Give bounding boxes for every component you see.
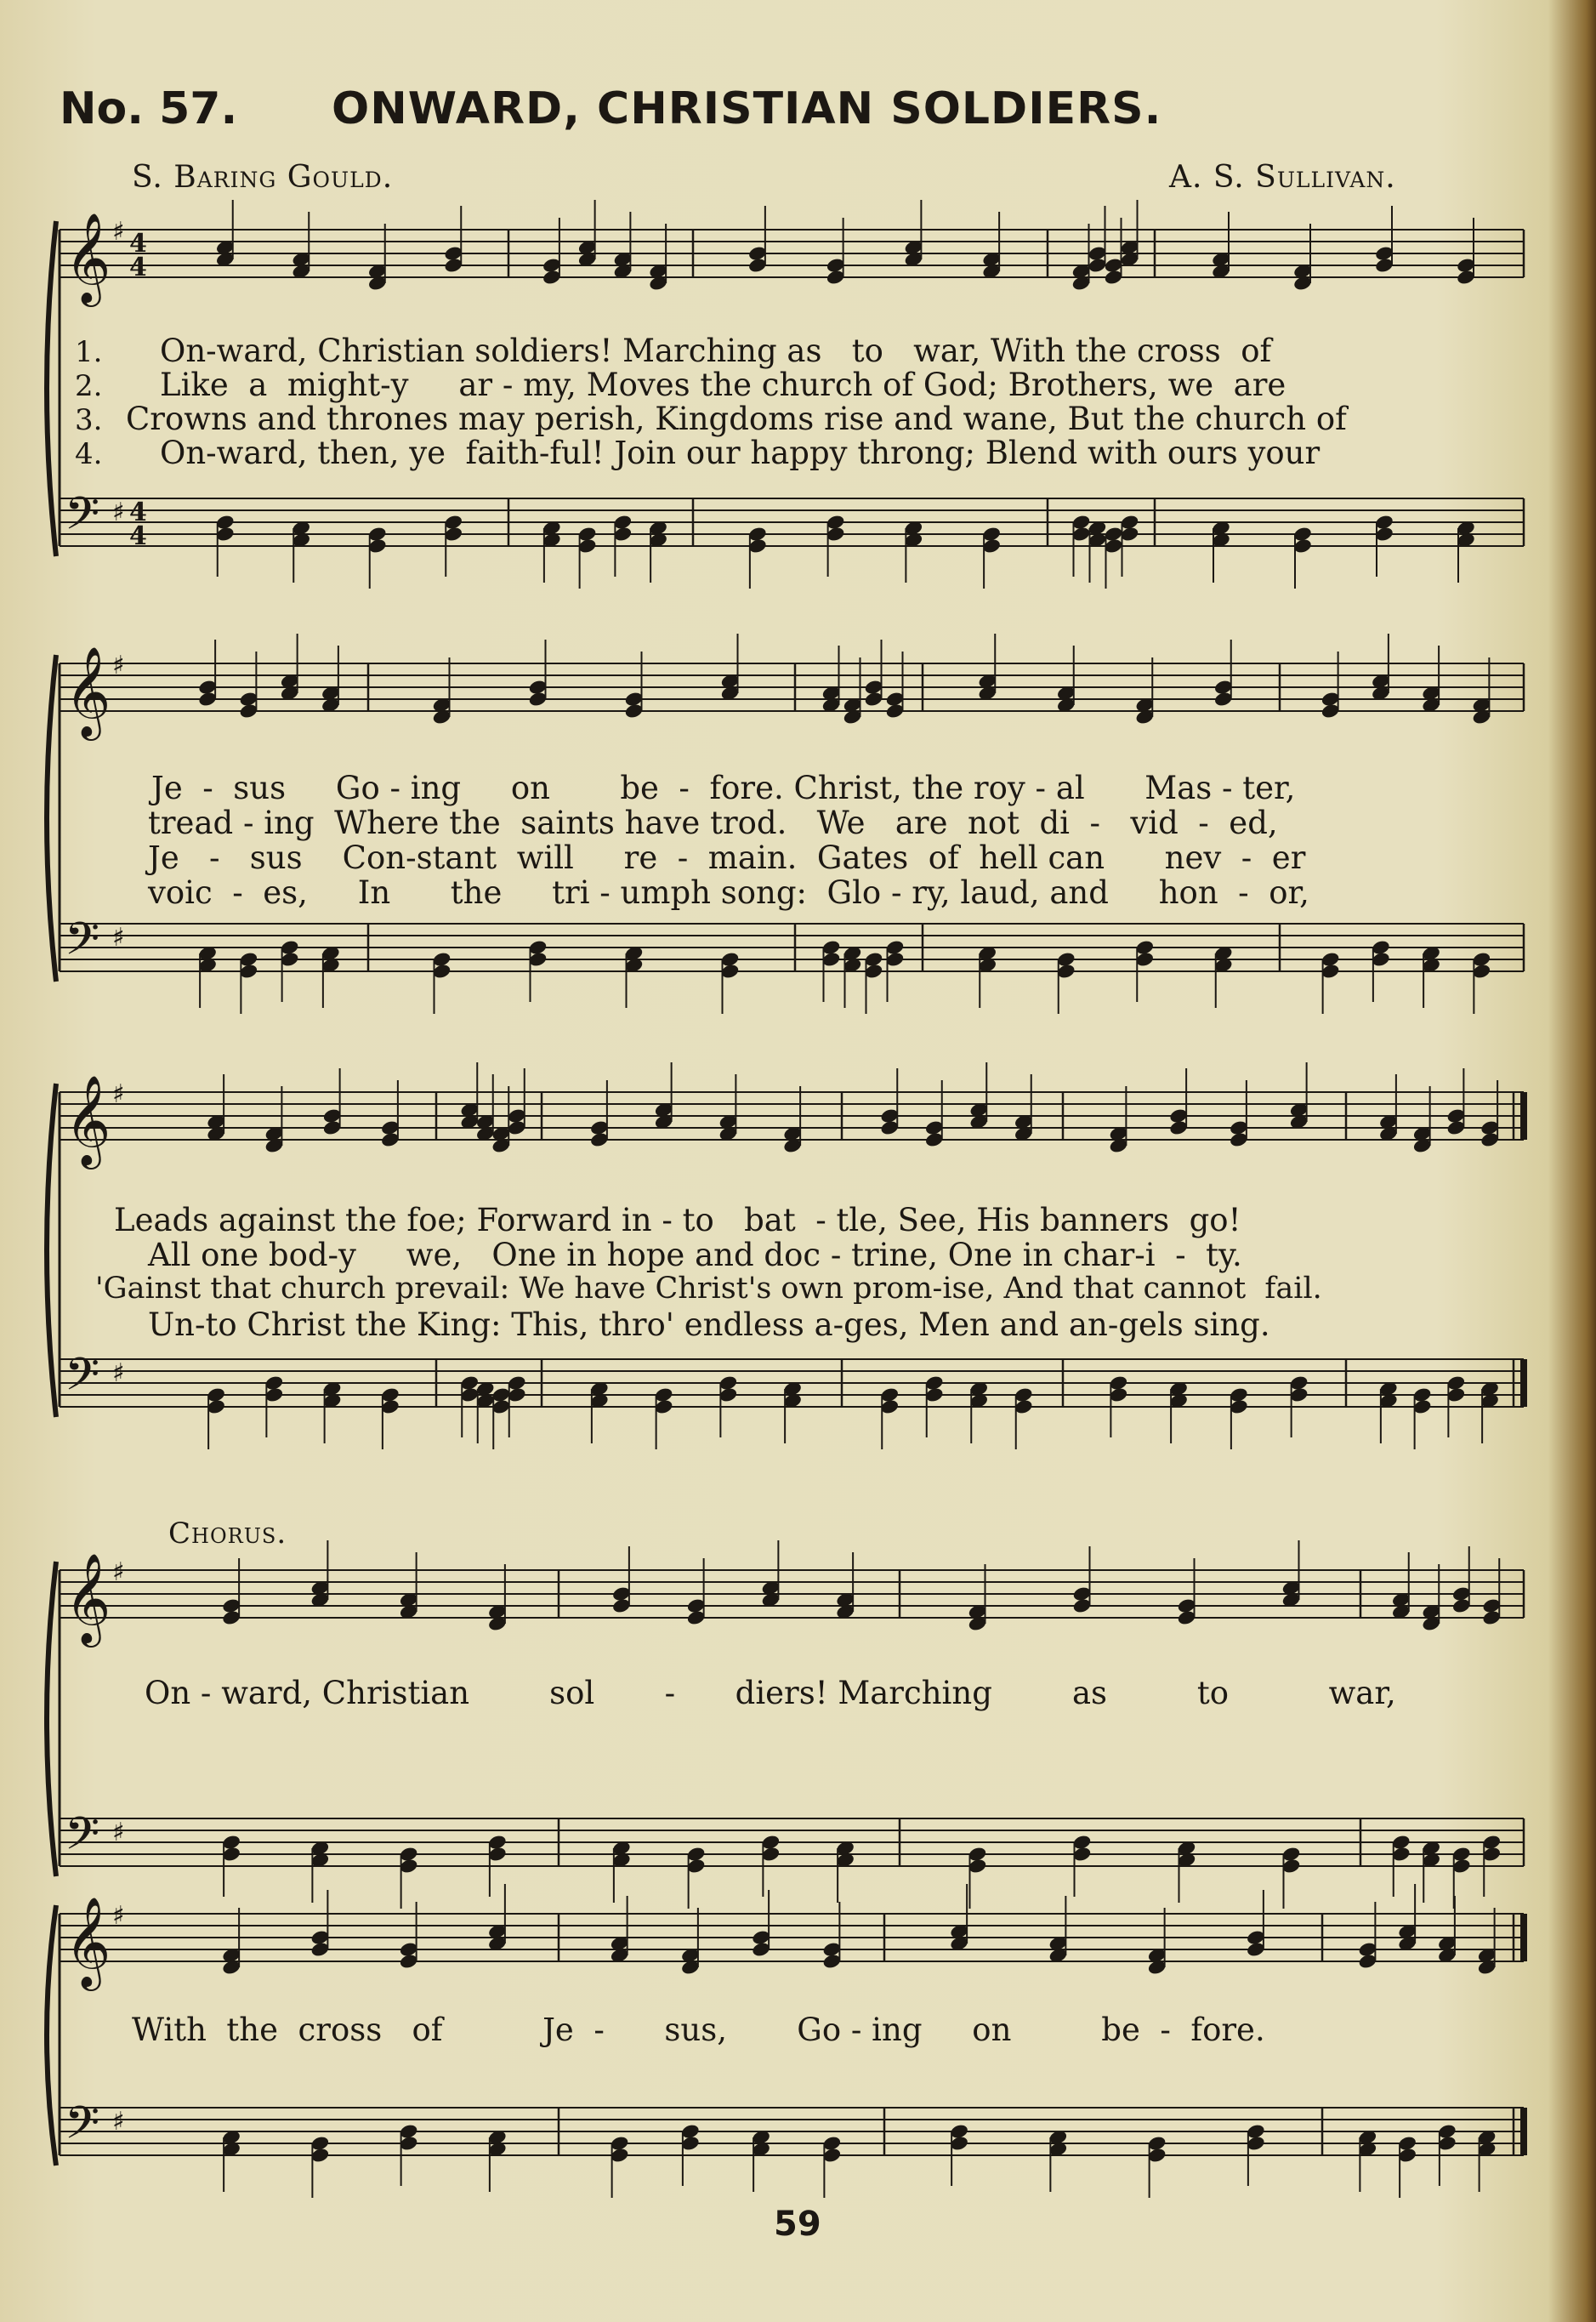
time-signature: 4 xyxy=(129,229,147,259)
bass-clef-icon: 𝄢 xyxy=(65,1808,100,1871)
lyric-line: All one bod-y we, One in hope and doc - trine, One in char-i - ty. xyxy=(148,1237,1242,1273)
sharp-icon: ♯ xyxy=(112,651,125,680)
sharp-icon: ♯ xyxy=(112,1901,125,1931)
lyric-line: Je - sus Con-stant will re - main. Gates of hell can nev - er xyxy=(148,839,1306,876)
lyric-line: 'Gainst that church prevail: We have Christ's own prom-ise, And that cannot fail. xyxy=(95,1272,1322,1306)
sharp-icon: ♯ xyxy=(112,923,125,953)
chorus-lyric-line: On - ward, Christian sol - diers! Marching as to war, xyxy=(145,1675,1396,1711)
sharp-icon: ♯ xyxy=(112,1358,125,1388)
sharp-icon: ♯ xyxy=(112,1079,125,1109)
system-brace xyxy=(47,1562,56,1876)
lyric-line: Je - sus Go - ing on be - fore. Christ, the roy - al Mas - ter, xyxy=(151,770,1296,806)
verse-number: 4. xyxy=(75,437,103,471)
treble-clef-icon: 𝄞 xyxy=(65,646,111,737)
time-signature: 4 xyxy=(129,498,147,527)
sharp-icon: ♯ xyxy=(112,2107,125,2137)
system-brace xyxy=(47,1905,56,2165)
lyric-line: Crowns and thrones may perish, Kingdoms rise and wane, But the church of xyxy=(126,401,1347,437)
hymn-title: ONWARD, CHRISTIAN SOLDIERS. xyxy=(332,83,1162,134)
system-brace xyxy=(47,1084,56,1417)
sharp-icon: ♯ xyxy=(112,217,125,247)
author-credit: S. Baring Gould. xyxy=(132,160,394,195)
treble-clef-icon: 𝄞 xyxy=(65,1074,111,1165)
bass-clef-icon: 𝄢 xyxy=(65,913,100,976)
lyric-line: voic - es, In the tri - umph song: Glo - ry, laud, and hon - or, xyxy=(148,874,1309,911)
time-signature: 4 xyxy=(129,253,147,282)
lyric-line: On-ward, Christian soldiers! Marching as to war, With the cross of xyxy=(160,333,1272,369)
bass-clef-icon: 𝄢 xyxy=(65,488,100,551)
treble-clef-icon: 𝄞 xyxy=(65,212,111,303)
chorus-label: Chorus. xyxy=(168,1517,287,1551)
sharp-icon: ♯ xyxy=(112,1557,125,1587)
chorus-lyric-line: With the cross of Je - sus, Go - ing on be - fore. xyxy=(132,2012,1265,2048)
lyric-line: Un-to Christ the King: This, thro' endless a-ges, Men and an-gels sing. xyxy=(148,1306,1270,1343)
treble-clef-icon: 𝄞 xyxy=(65,1552,111,1643)
hymn-number: No. 57. xyxy=(60,83,238,134)
treble-clef-icon: 𝄞 xyxy=(65,1896,111,1987)
verse-number: 1. xyxy=(75,335,103,369)
sharp-icon: ♯ xyxy=(112,1818,125,1847)
verse-number: 3. xyxy=(75,403,103,437)
verse-number: 2. xyxy=(75,369,103,403)
system-brace xyxy=(47,655,56,982)
lyric-line: Like a might-y ar - my, Moves the church of God; Brothers, we are xyxy=(160,367,1286,403)
lyric-line: tread - ing Where the saints have trod. We are not di - vid - ed, xyxy=(148,805,1278,841)
composer-credit: A. S. Sullivan. xyxy=(1169,160,1396,195)
bass-clef-icon: 𝄢 xyxy=(65,2097,100,2160)
sharp-icon: ♯ xyxy=(112,498,125,527)
lyric-line: On-ward, then, ye faith-ful! Join our happy throng; Blend with ours your xyxy=(160,435,1321,471)
bass-clef-icon: 𝄢 xyxy=(65,1349,100,1412)
lyric-line: Leads against the foe; Forward in - to bat - tle, See, His banners go! xyxy=(114,1202,1241,1238)
system-brace xyxy=(47,221,56,556)
page-number: 59 xyxy=(774,2205,821,2244)
time-signature: 4 xyxy=(129,521,147,551)
